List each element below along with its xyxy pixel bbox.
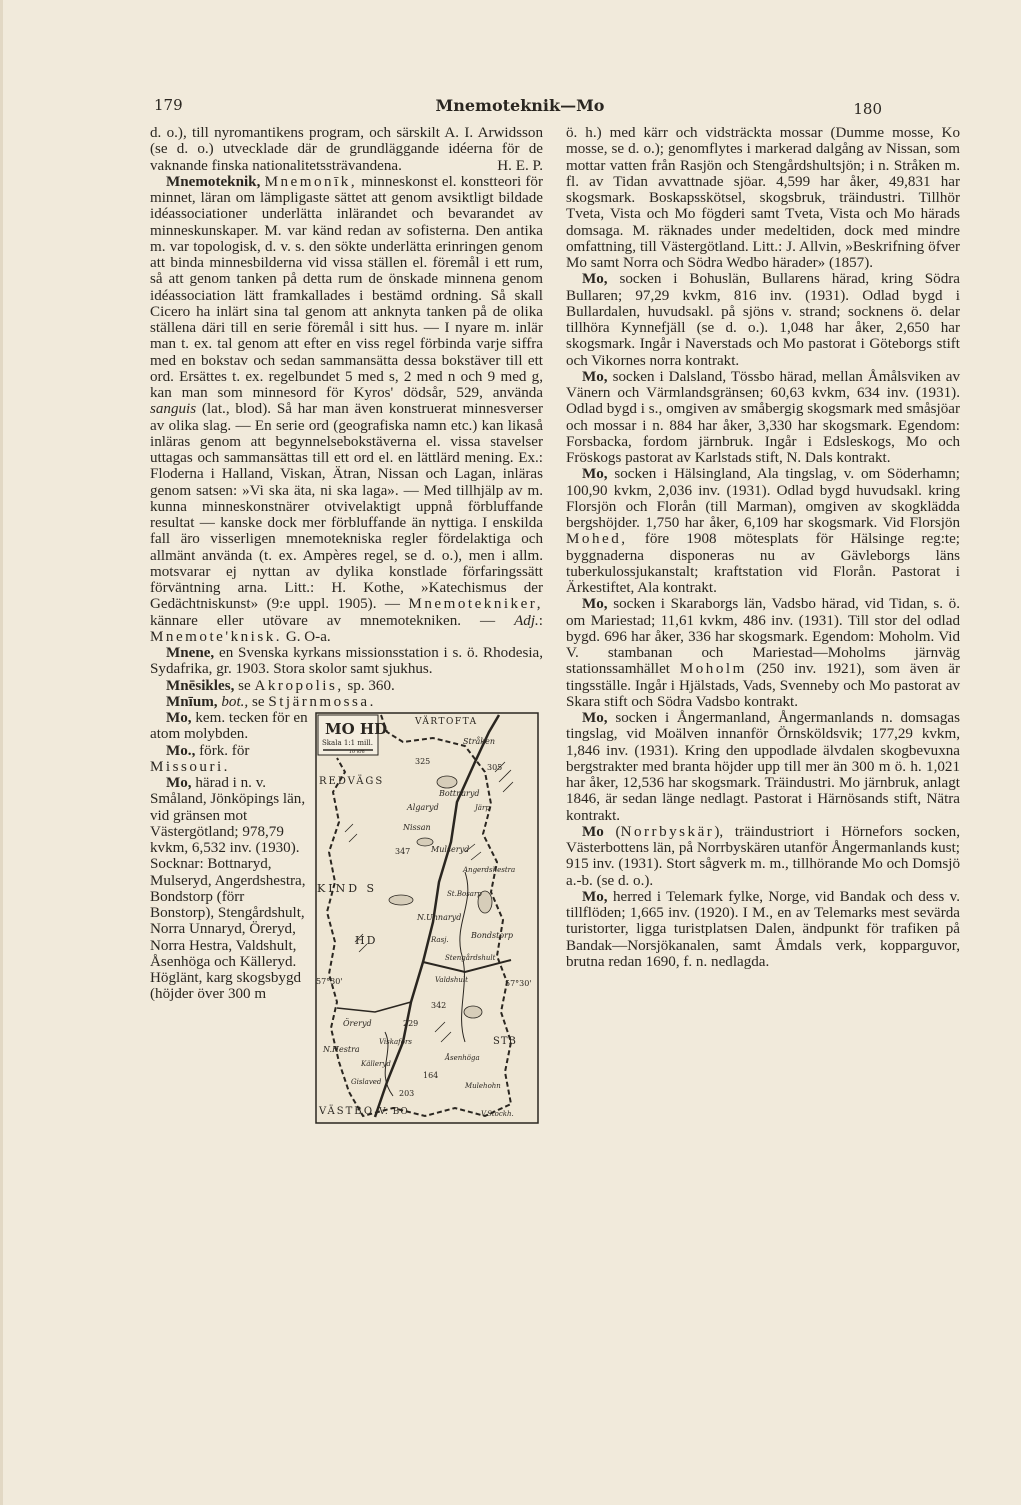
map-illustration: [315, 712, 539, 1124]
entry-text: ö. h.) med kärr och vidsträckta mossar (Dumme mosse, Ko mosse, se d. o.); genomflytes i markerad dalgång av Nissan, som mottar vatten från Rasjön och Stengårdshultsjön; i n. Stråken m. fl. av Tidan avvattnade sjöar. 4,599 har åker, 49,831 har skogsmark. Boskapsskötsel, skogsbruk, träindustri. Tillhör Tveta, Vista och Mo fögderi samt Tveta, Vista och Mo härads domsaga. M. räknades under medeltiden, dock med mindre omfattning, till Västergötland. Litt.: J. Allvin, »Beskrifning öfver Mo samt Norra och Södra Wedbo härader» (1857).: [566, 125, 960, 271]
map-region-label: KIND S: [317, 882, 378, 895]
entry-mo-skaraborg: [566, 596, 960, 710]
map-place-label: Mulseryd: [431, 845, 470, 854]
italic-term: sanguis: [150, 401, 197, 418]
entry-text: se: [248, 693, 269, 710]
map-place-label: Valdshult: [435, 976, 468, 984]
headword: Mo,: [582, 710, 608, 726]
author-signature: G. O-a.: [282, 628, 331, 645]
map-place-label: Källeryd: [361, 1060, 391, 1068]
spaced-term: Akropolis,: [254, 677, 344, 694]
entry-mnesikles: [150, 678, 543, 694]
entry-text: socken i Ångermanland, Ångermanlands n. domsagas tingslag, vid Moälven innanför Örnsköldsvik; 177,29 kvkm, 1,846 inv. (1931). Kring den uppodlade älvdalen skogbevuxna bergstrakter med branta höjder upp till mer än 300 m ö. h. 1,021 har åker, 12,536 har skogsmark. Träindustri. Mo järnbruk, anlagt 1846, är sedan länge nedlagt. Pastorat i Härnösands stift, Nätra kontrakt.: [566, 710, 960, 824]
entry-mo-harad: [150, 775, 310, 1003]
mo-entries: [150, 710, 310, 1003]
headword: Mo,: [582, 596, 608, 613]
headword: Mo,: [166, 710, 192, 726]
mo-harad-map: [315, 712, 539, 1124]
italic-term: Adj.: [514, 612, 539, 629]
map-place-label: Viskafors: [379, 1038, 412, 1046]
spaced-term: Norrbyskär: [620, 823, 715, 840]
map-place-label: Algaryd: [407, 803, 439, 812]
entry-mnium: [150, 694, 543, 710]
right-page-number: 180: [853, 100, 882, 118]
map-place-label: N.Unnaryd: [417, 913, 462, 922]
map-region-label: VÄRTOFTA: [415, 717, 478, 727]
entry-text: förk. för: [195, 742, 250, 759]
spaced-term: Mohed,: [566, 531, 628, 548]
lake: [389, 895, 413, 905]
map-region-label: VÄSTBO: [319, 1106, 375, 1117]
entry-mo-telemark: [566, 889, 960, 970]
map-place-label: Rasj.: [431, 936, 449, 944]
map-latitude-label: 57°30': [505, 979, 532, 988]
map-latitude-label: 57°30': [316, 977, 343, 986]
map-place-label: Åsenhöga: [445, 1054, 480, 1062]
spaced-term: Mnemote'knisk.: [150, 628, 283, 645]
map-region-label: HD: [355, 934, 378, 947]
headword: Mo,: [166, 775, 192, 791]
entry-mnene: [150, 645, 543, 678]
entry-text: se: [234, 677, 255, 694]
map-title: MO HD: [325, 720, 388, 738]
entry-text: socken i Hälsingland, Ala tingslag, v. om Söderhamn; 100,90 kvkm, 2,036 inv. (1931). Odlad bygd huvudsakl. kring Florsjön och Florån (till Marman), omgiven av skogklädda bergshöjder. 1,750 har åker, 6,109 har skogsmark. Vid Florsjön: [566, 466, 960, 531]
map-place-label: Öreryd: [343, 1019, 372, 1028]
headword: Mo,: [582, 888, 608, 905]
entry-text: härad i n. v. Småland, Jönköpings län, vid gränsen mot Västergötland; 978,79 kvkm, 6,532 inv. (1930). Socknar: Bottnaryd, Mulseryd, Angerdshestra, Bondstorp (förr Bonstorp), Stengårdshult, Norra Unnaryd, Öreryd, Norra Hestra, Valdshult, Åsenhöga och Källeryd. Höglänt, karg skogsbygd (höjder över 300 m: [150, 775, 306, 1003]
map-place-label: V.Stockh.: [481, 1110, 514, 1118]
map-scale-label: Skala 1:1 mill.: [322, 739, 373, 747]
entry-text: socken i Dalsland, Tössbo härad, mellan Åmålsviken av Vänern och Värmlandsgränsen; 60,63 kvkm, 634 inv. (1931). Odlad bygd i s., omgiven av småbergig skogsmark med småsjöar och mossar i n. 884 har åker, 3,330 har skogsmark. Egendom: Forsbacka, fordom järnbruk. Ingår i Edsleskogs, Mo och Fröskogs pastorat av Karlstads stift, N. Dals kontrakt.: [566, 368, 960, 466]
map-elevation-label: 305: [487, 763, 503, 772]
map-place-label: Gislaved: [351, 1078, 382, 1086]
entry-continuation: [150, 125, 543, 174]
map-place-label: N.Hestra: [323, 1045, 360, 1054]
entry-text: :: [538, 612, 543, 629]
lake: [437, 776, 457, 788]
left-column: [150, 125, 543, 1432]
entry-text: socken i Skaraborgs län, Vadsbo härad, vid Tidan, s. ö. om Mariestad; 11,61 kvkm, 486 inv. (1931). Till stor del odlad bygd. 696 har åker, 336 har skogsmark. Egendom: Moholm. Vid V. stambanan och Mariestad—Moholms järnväg stationssamhället: [566, 596, 960, 678]
spaced-term: Mnemotekniker,: [408, 596, 543, 613]
map-elevation-label: 342: [431, 1001, 447, 1010]
map-elevation-label: 164: [423, 1071, 439, 1080]
entry-mo-angermanland: [566, 710, 960, 824]
map-place-label: Bondstorp: [471, 931, 514, 940]
map-place-label: Mulehohn: [465, 1082, 501, 1090]
headword: Mnene,: [166, 645, 215, 661]
map-elevation-label: 325: [415, 757, 431, 766]
map-region-label: V. BO: [379, 1107, 409, 1117]
right-column: [566, 125, 960, 970]
map-elevation-label: 347: [395, 847, 411, 856]
continuation-text: d. o.), till nyromantikens program, och särskilt A. I. Arwidsson (se d. o.) utvecklade där de grundläggande idéerna för de vaknande finska nationalitetssträvandena.: [150, 125, 543, 174]
map-elevation-label: 203: [399, 1089, 415, 1098]
map-place-label: Bottnaryd: [439, 789, 480, 798]
entry-text: en Svenska kyrkans missionsstation i s. ö. Rhodesia, Sydafrika, gr. 1903. Stora skolor samt sjukhus.: [150, 645, 543, 678]
map-region-label: STB: [493, 1036, 517, 1047]
map-place-label: Angerdshestra: [463, 866, 516, 874]
headword: Mo,: [582, 466, 608, 483]
entry-text: minneskonst el. konstteori för minnet, läran om lämpligaste sättet att genom avsiktligt bildade idéassociationer underlätta inlärandet och bevarandet av minneskunskaper. M. var känd redan av sofisterna. Den antika m. var topologisk, d. v. s. den sökte underlätta erinringen genom att binda minnesbilderna vid vissa ställen el. föremål i ett rum, så att genom tanken på detta rum de önskade minnena genom idéassociation lätt framkallades i bestämd ordning. Så skall Cicero ha inlärt sina tal genom att anknyta tanken på de olika ställena däri till en serie föremål i sitt hus. — I nyare m. inlär man t. ex. tal genom att efter en viss regel förbinda varje siffra med en bokstav och sedan sammansätta dessa bokstäver till ett ord. Ersättes t. ex. regelbundet 5 med s, 2 med n och 9 med g, kan man som minnesord för Kyros' dödsår, 529, använda: [150, 173, 543, 401]
mo-entries-with-map: [150, 710, 543, 1432]
map-place-label: Stråken: [463, 737, 496, 746]
left-page-number: 179: [154, 96, 183, 114]
spaced-term: Mnemonīk,: [264, 173, 358, 190]
spaced-term: Missouri.: [150, 758, 230, 775]
author-signature: H. E. P.: [497, 157, 543, 174]
entry-text: kem. tecken för en atom molybden.: [150, 710, 308, 743]
headword: Mo.,: [166, 742, 196, 759]
map-region-label: REDVÄGS: [319, 776, 385, 787]
italic-term: bot.,: [217, 693, 249, 710]
page-title: Mnemoteknik—Mo: [435, 96, 605, 115]
map-place-label: Nissan: [403, 823, 431, 832]
headword: Mnēsikles,: [166, 677, 235, 694]
headword: Mnemoteknik,: [166, 173, 261, 190]
headword: Mo,: [582, 271, 608, 288]
entry-text: kännare eller utövare av mnemotekniken. —: [150, 612, 515, 629]
spaced-term: Stjärnmossa.: [268, 693, 376, 710]
map-scale-unit: 10 km: [349, 749, 365, 755]
entry-text: (lat., blod). Så har man även konstruerat minnesverser av olika slag. — En serie ord (geografiska namn etc.) kan likaså inläras genom att begynnelsebokstäverna el. vissa stavelser uttagas och sammansättas till ett ord el. en lättlärd mening. Ex.: Floderna i Halland, Viskan, Ätran, Nissan och Lagan, inläras genom satsen: »Vi ska äta, ni ska laga». — Med tillhjälp av m. kunna minneskonstnärer otvivelaktigt uppnå förbluffande resultat — kanske dock mer förbluffande än nyttiga. I enskilda fall äro visserligen mnemotekniska regler fördelaktiga och allmänt använda (t. ex. Ampères regel, se d. o.), men i allm. motsvarar ej nyttan av dylika konstlade förfaringssätt förväntning arna. Litt.: H. Kothe, »Katechismus der Gedächtniskunst» (9:e uppl. 1905). —: [150, 401, 543, 613]
headword: Mnīum,: [166, 693, 218, 710]
entry-text: herred i Telemark fylke, Norge, vid Bandak och dess v. tillflöden; 1,665 inv. (1920). I M., en av Telemarks mest sevärda turistorter, ligga turistplatsen Dalen, ändpunkt för trafiken på Bandak—Norsjökanalen, samt Åmdals verk, kopparguvor, brutna redan 1690, f. n. nedlagda.: [566, 888, 960, 970]
entry-mo-halsingland: [566, 466, 960, 596]
entry-text: (250 inv. 1921), som även är tingsställe. Ingår i Hjälstads, Vads, Svenneby och Mo pastorat av Skara stift och Södra Vadsbo kontrakt.: [566, 661, 960, 710]
map-place-label: St.Bosarp: [447, 890, 482, 898]
map-place-label: Järp: [475, 804, 490, 812]
running-head: [150, 96, 890, 118]
entry-mo-harad-continuation: [566, 125, 960, 271]
entry-text: socken i Bohuslän, Bullarens härad, kring Södra Bullaren; 97,29 kvkm, 816 inv. (1931). Odlad bygd i Bullardalen, huvudsakl. på sjöns v. strand; socknens ö. delar tillhöra Kynnefjäll (se d. o.). 1,048 har åker, 2,650 har skogsmark. Ingår i Naverstads och Mo pastorat i Göteborgs stift och Vikornes norra kontrakt.: [566, 271, 960, 369]
entry-text: (: [603, 823, 621, 840]
lake: [464, 1006, 482, 1018]
entry-mo-bohuslan: [566, 271, 960, 369]
entry-text: före 1908 mötesplats för Hälsinge reg:te; byggnaderna disponeras nu av Gävleborgs läns tuberkulossjukanstalt; kraftstation vid Florån. Pastorat i Ärkestiftet, Ala kontrakt.: [566, 531, 960, 596]
entry-mnemoteknik: [150, 174, 543, 645]
entry-text: ), träindustriort i Hörnefors socken, Västerbottens län, på Norrbyskären utanför Ångermanlands kust; 915 inv. (1931). Stort sågverk m. m., tillhörande Mo och Domsjö a.-b. (se d. o.).: [566, 823, 960, 889]
headword: Mo: [582, 823, 604, 840]
map-place-label: Stengårdshult: [445, 954, 496, 962]
entry-mo-missouri: [150, 743, 310, 776]
spaced-term: Moholm: [679, 661, 747, 678]
headword: Mo,: [582, 368, 608, 385]
entry-mo-norrbyskar: [566, 824, 960, 889]
entry-text: sp. 360.: [343, 677, 395, 694]
entry-mo-kem: [150, 710, 310, 743]
entry-mo-dalsland: [566, 369, 960, 467]
map-elevation-label: 229: [403, 1019, 419, 1028]
